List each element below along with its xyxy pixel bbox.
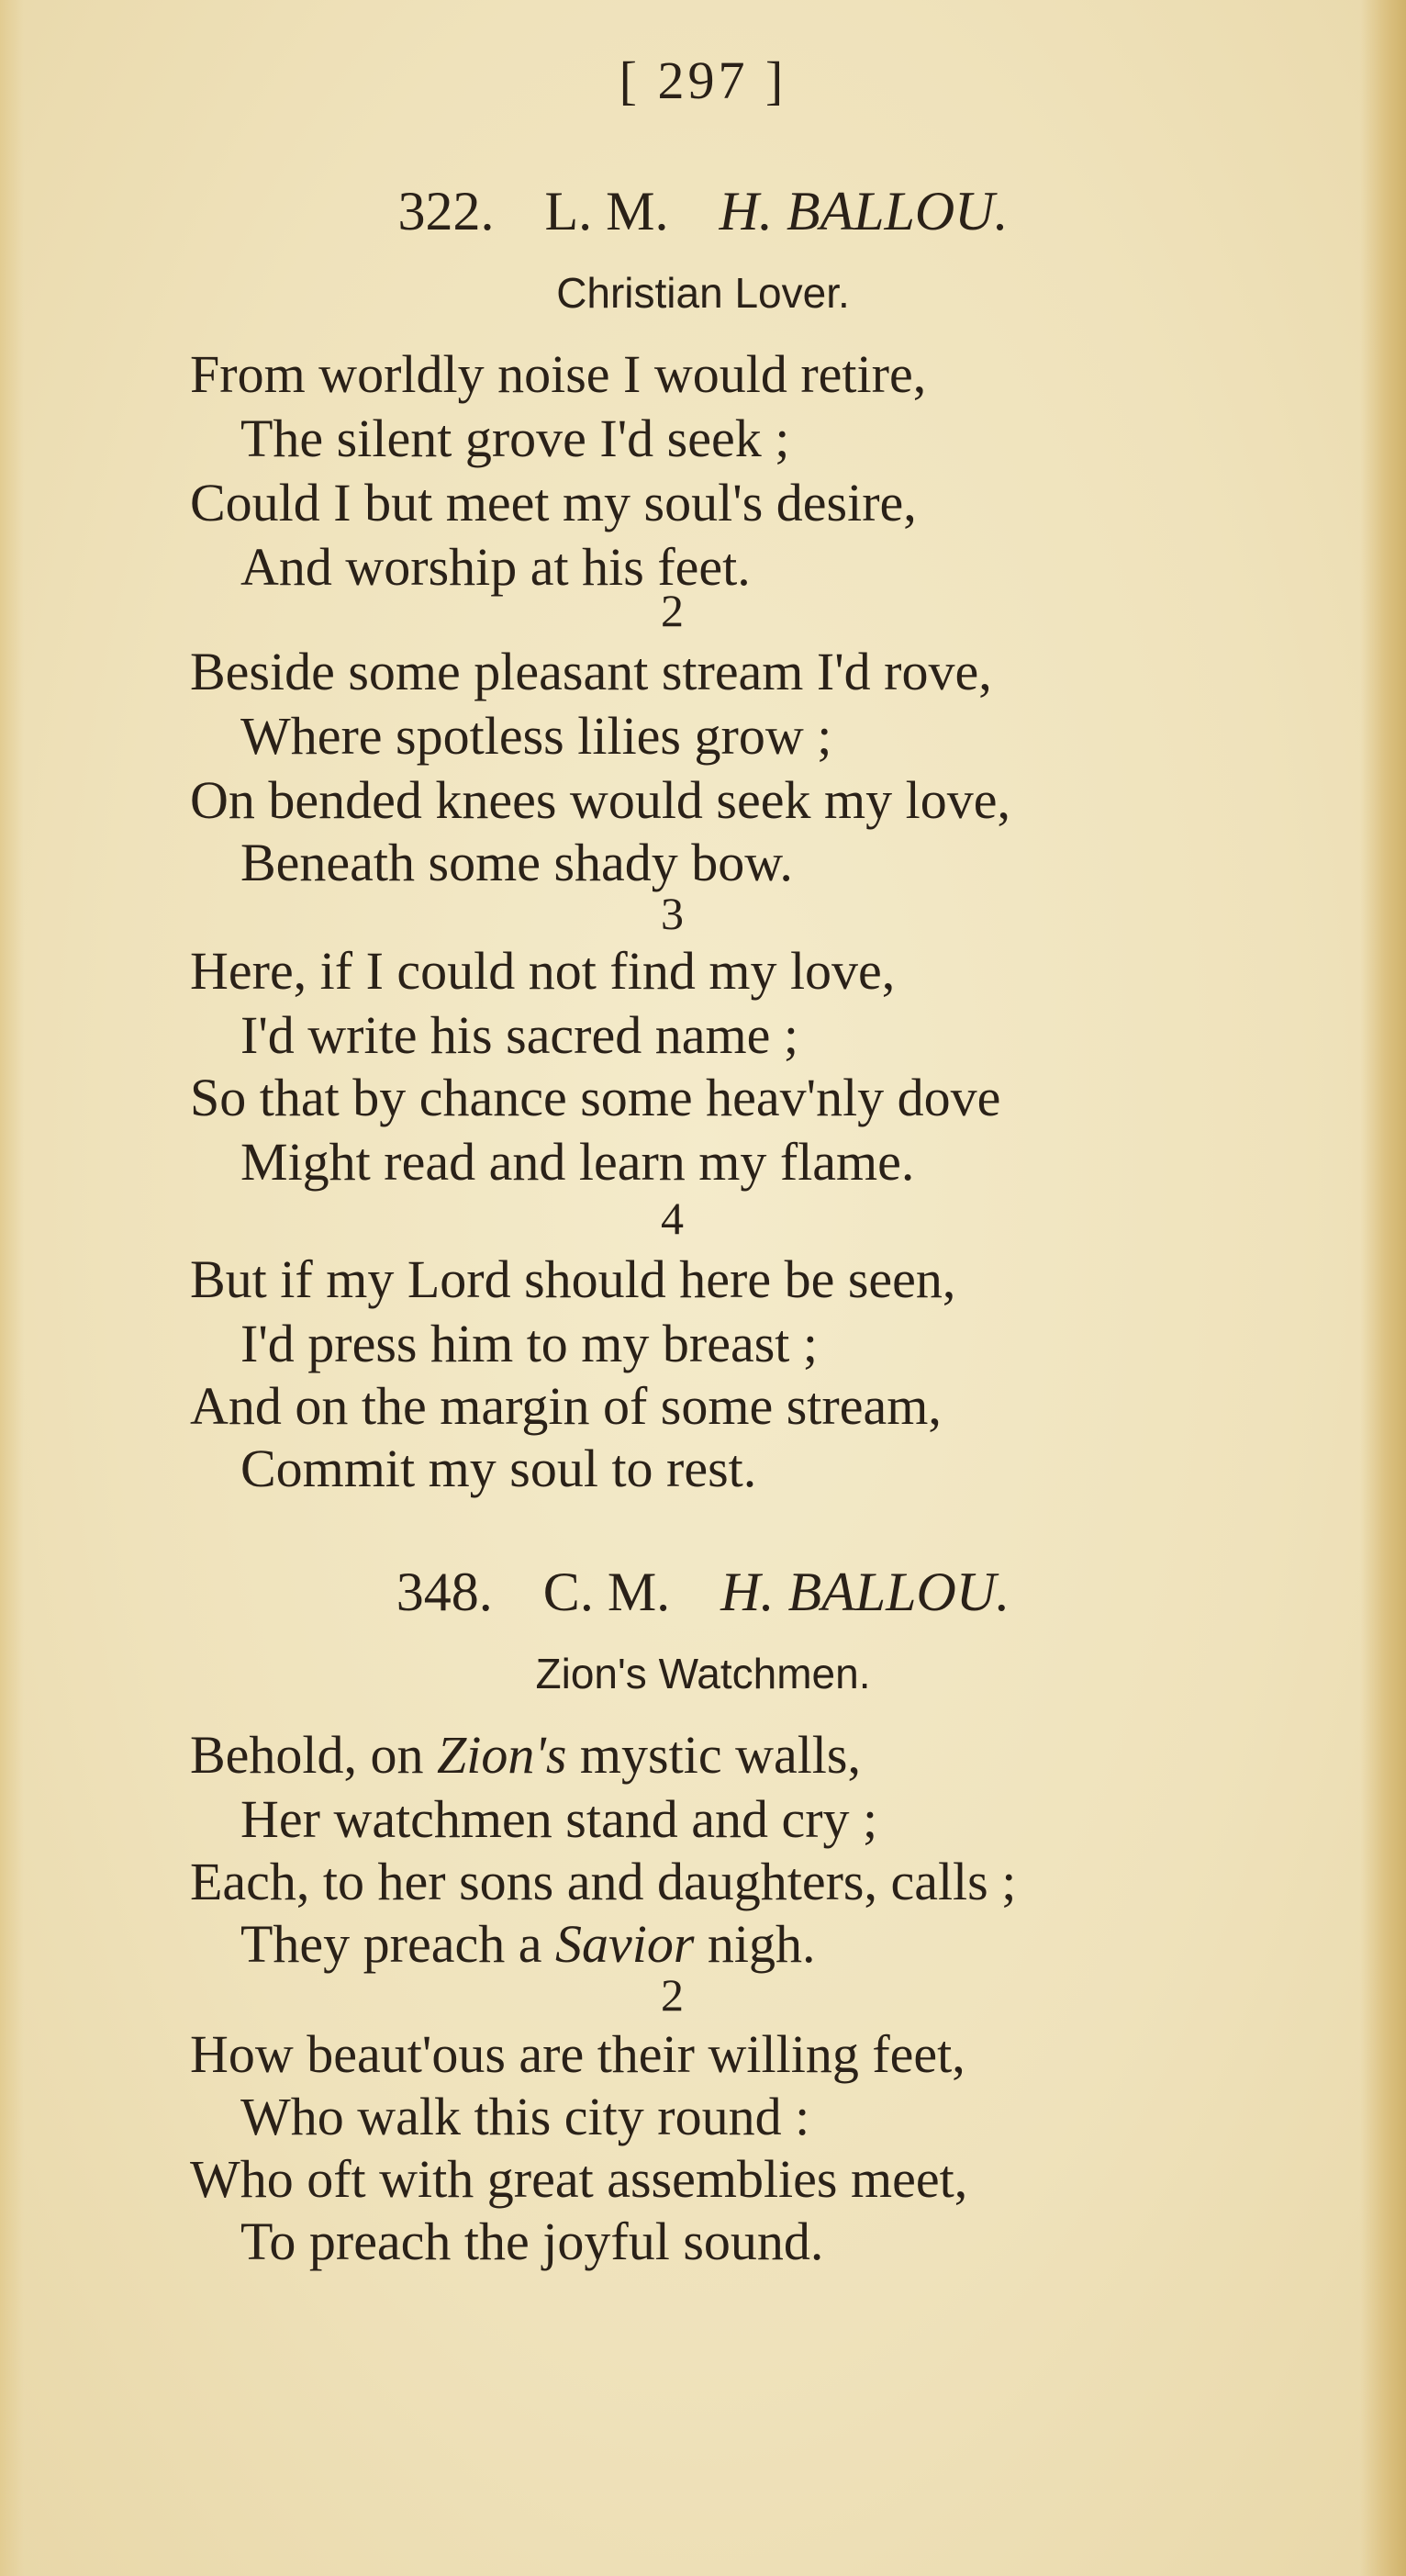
hymn-number: 322. [397,181,495,241]
verse-line: Where spotless lilies grow ; [240,706,832,766]
hymn-author: H. BALLOU. [719,181,1009,241]
page-edge-right [1360,0,1406,2576]
stanza-number: 2 [661,585,684,636]
page-number: [ 297 ] [619,50,787,110]
verse-line: The silent grove I'd seek ; [240,409,790,468]
verse-line: Each, to her sons and daughters, calls ; [190,1852,1017,1911]
hymn-meter: L. M. [544,181,669,241]
verse-line: And on the margin of some stream, [190,1376,942,1436]
hymn-title: Zion's Watchmen. [535,1650,871,1697]
verse-line: Beneath some shady bow. [240,833,793,892]
verse-line: I'd press him to my breast ; [240,1314,819,1373]
verse-line: From worldly noise I would retire, [190,344,927,404]
verse-line: How beaut'ous are their willing feet, [190,2024,965,2084]
stanza-number: 4 [661,1193,684,1244]
hymn-heading [0,180,1406,243]
italic-word: Savior [554,1914,695,1974]
stanza-number: 2 [661,1969,684,2021]
hymn-title: Christian Lover. [556,269,850,317]
verse-line: Could I but meet my soul's desire, [190,473,917,532]
verse-line: Who walk this city round : [240,2087,810,2146]
page-edge-left [0,0,24,2576]
hymn-heading [0,1561,1406,1624]
verse-line: Might read and learn my flame. [240,1132,915,1192]
verse-line: Commit my soul to rest. [240,1439,757,1498]
verse-line: I'd write his sacred name ; [240,1005,798,1065]
verse-line: And worship at his feet. [240,537,751,597]
verse-line: Here, if I could not find my love, [190,941,896,1001]
stanza-number: 3 [661,888,684,939]
verse-line: Who oft with great assemblies meet, [190,2149,968,2209]
verse-line: So that by chance some heav'nly dove [190,1068,1001,1127]
hymn-meter: C. M. [542,1562,671,1622]
verse-line: Beside some pleasant stream I'd rove, [190,642,992,701]
verse-line: They preach a Savior nigh. [240,1914,816,1974]
italic-word: Zion's [437,1725,567,1785]
hymn-number: 348. [396,1562,493,1622]
verse-line: On bended knees would seek my love, [190,770,1010,830]
verse-line: Behold, on Zion's mystic walls, [190,1725,861,1785]
hymn-author: H. BALLOU. [720,1562,1010,1622]
verse-line: Her watchmen stand and cry ; [240,1789,878,1849]
verse-line: But if my Lord should here be seen, [190,1249,956,1309]
verse-line: To preach the joyful sound. [240,2212,824,2271]
